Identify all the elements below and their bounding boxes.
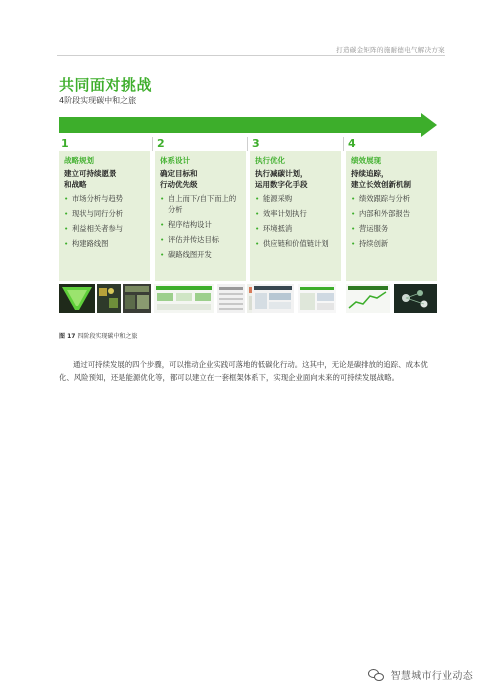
stage-name: 执行优化 [255, 156, 285, 165]
wechat-icon [368, 668, 386, 682]
stage-1 [59, 137, 150, 281]
footer-brand-name: 智慧城市行业动态 [390, 671, 473, 682]
stage-subtitle-line: 持续追踪， [351, 169, 389, 178]
page-title: 共同面对挑战 [59, 76, 153, 94]
stage-item: • 市场分析与趋势 [64, 193, 145, 204]
footer-brand [368, 667, 473, 682]
stage-items [160, 193, 241, 260]
stage-subtitle-line: 建立长效创新机制 [351, 180, 411, 189]
stage-number: 1 [61, 137, 69, 150]
page-subtitle: 4阶段实现碳中和之旅 [59, 96, 137, 105]
stage-name: 绩效展现 [351, 156, 381, 165]
arrow-body [59, 117, 421, 133]
thumbnail-dashboard-image [154, 284, 214, 313]
stage-subtitle-line: 执行减碳计划， [255, 169, 308, 178]
stage-item: • 绩效跟踪与分析 [351, 193, 432, 204]
stage-item: • 供应链和价值链计划 [255, 238, 336, 249]
stage-item: • 内部和外部报告 [351, 208, 432, 219]
thumbnail-map-image [97, 284, 121, 313]
figure-label: 图 17 [59, 333, 76, 340]
stage-2 [155, 137, 246, 281]
thumbnail-chart-image [123, 284, 151, 313]
progress-arrow [59, 113, 437, 137]
header-rule [57, 55, 445, 56]
stage-4 [346, 137, 437, 281]
stage-number: 4 [348, 137, 356, 150]
stage-item: • 评估并传达目标 [160, 234, 241, 245]
stage-items [351, 193, 432, 249]
thumbnail-report-image [298, 284, 336, 313]
stage-item: • 利益相关者参与 [64, 223, 145, 234]
stage-items [64, 193, 145, 249]
screenshot-strip [59, 284, 437, 313]
figure-caption [59, 331, 137, 340]
stage-subtitle [160, 168, 241, 190]
stage-item: • 碳路线图开发 [160, 249, 241, 260]
stage-name: 体系设计 [160, 156, 190, 165]
thumbnail-funnel-image [59, 284, 95, 313]
stage-item: • 环境抵消 [255, 223, 336, 234]
stage-divider [152, 137, 153, 151]
header-text: 打造碳金矩阵的施耐德电气解决方案 [336, 46, 445, 54]
stage-box [346, 151, 437, 281]
figure-caption-text: 四阶段实现碳中和之旅 [77, 333, 138, 340]
stage-divider [343, 137, 344, 151]
thumbnail-network-image [394, 284, 437, 313]
stage-subtitle-line: 运用数字化手段 [255, 180, 308, 189]
thumbnail-table-image [217, 284, 245, 313]
stage-item: • 现状与同行分析 [64, 208, 145, 219]
stage-item: • 营运服务 [351, 223, 432, 234]
stage-subtitle-line: 确定目标和 [160, 169, 198, 178]
stage-item: • 效率计划执行 [255, 208, 336, 219]
stage-subtitle-line: 行动优先级 [160, 180, 198, 189]
stage-item: • 持续创新 [351, 238, 432, 249]
stage-item: • 程序结构设计 [160, 219, 241, 230]
stage-number: 2 [157, 137, 165, 150]
stage-subtitle [64, 168, 145, 190]
stage-item: • 自上而下/自下而上的分析 [160, 193, 241, 215]
thumbnail-analytics-image [346, 284, 390, 313]
arrow-head [421, 113, 437, 137]
stage-divider [247, 137, 248, 151]
stage-box [250, 151, 341, 281]
stage-item: • 能源采购 [255, 193, 336, 204]
stage-subtitle [255, 168, 336, 190]
stage-item: • 构建路线图 [64, 238, 145, 249]
stage-subtitle-line: 建立可持续愿景 [64, 169, 117, 178]
body-paragraph: 通过可持续发展的四个步骤，可以推动企业实践可落地的低碳化行动。这其中，无论是碳排放的追踪、成本优化、风险预知，还是能源优化等，都可以建立在一套框架体系下，实现企业面向未来的可持续发展战略。 [59, 360, 428, 382]
stage-box [155, 151, 246, 281]
stage-subtitle [351, 168, 432, 190]
stage-name: 战略规划 [64, 156, 94, 165]
stage-number: 3 [252, 137, 260, 150]
stage-subtitle-line: 和战略 [64, 180, 87, 189]
stage-box [59, 151, 150, 281]
stage-items [255, 193, 336, 249]
stage-3 [250, 137, 341, 281]
thumbnail-monitor-image [252, 284, 294, 313]
